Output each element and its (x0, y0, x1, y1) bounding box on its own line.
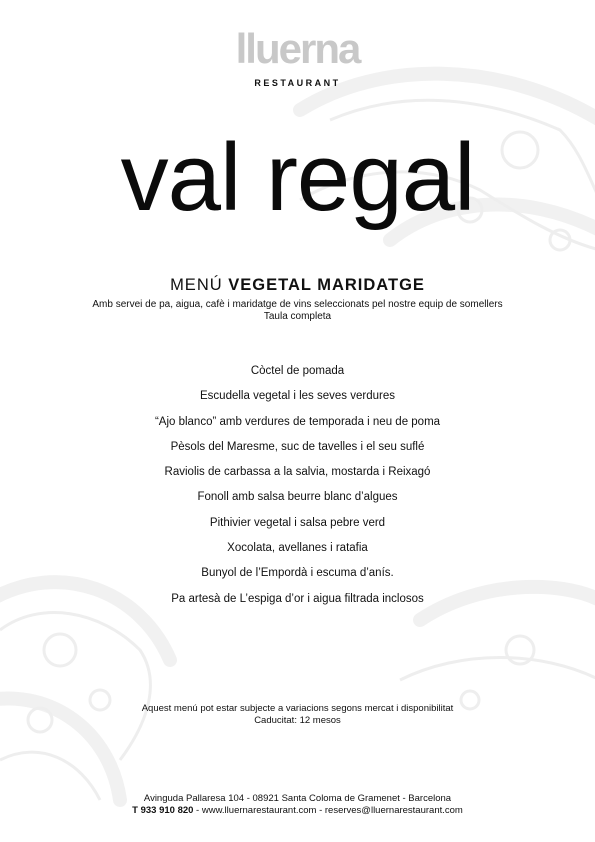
footer (0, 793, 595, 817)
menu-title-bold: VEGETAL MARIDATGE (228, 276, 425, 294)
dish-item: Bunyol de l’Empordà i escuma d’anís. (201, 567, 394, 580)
dish-item: Xocolata, avellanes i ratafia (227, 542, 368, 555)
footer-web-email: - www.lluernarestaurant.com - reserves@lluernarestaurant.com (193, 805, 463, 816)
page-title: val regal (120, 124, 475, 231)
menu-title-prefix: MENÚ (170, 276, 223, 294)
logo-wordmark: lluerna (235, 25, 360, 72)
availability-note: Aquest menú pot estar subjecte a variacions segons mercat i disponibilitat (141, 703, 454, 714)
footer-contact (0, 805, 595, 817)
dish-list (0, 364, 595, 617)
dish-item: Pithivier vegetal i salsa pebre verd (209, 516, 386, 529)
logo (0, 25, 595, 88)
footer-address: Avinguda Pallaresa 104 - 08921 Santa Coloma de Gramenet - Barcelona (143, 793, 452, 804)
dish-item: Pa artesà de L’espiga d’or i aigua filtrada inclosos (171, 592, 424, 605)
menu-title (0, 276, 595, 295)
dish-item: “Ajo blanco” amb verdures de temporada i neu de poma (154, 415, 441, 428)
expiry-note: Caducitat: 12 mesos (254, 715, 341, 726)
menu-subtitle (0, 299, 595, 323)
dish-item: Fonoll amb salsa beurre blanc d’algues (197, 491, 398, 504)
dish-item: Escudella vegetal i les seves verdures (200, 390, 395, 403)
logo-tagline: RESTAURANT (254, 78, 341, 88)
menu-subtitle-line: Amb servei de pa, aigua, cafè i maridatge de vins seleccionats pel nostre equip de somellers (92, 299, 503, 310)
menu-header (0, 276, 595, 323)
menu-notes (0, 703, 595, 727)
menu-subtitle-line: Taula completa (263, 311, 332, 322)
dish-item: Còctel de pomada (250, 365, 345, 377)
footer-phone: T 933 910 820 (132, 805, 194, 816)
dish-item: Raviolis de carbassa a la salvia, mostarda i Reixagó (164, 466, 431, 479)
dish-item: Pèsols del Maresme, suc de tavelles i el seu suflé (170, 440, 425, 453)
